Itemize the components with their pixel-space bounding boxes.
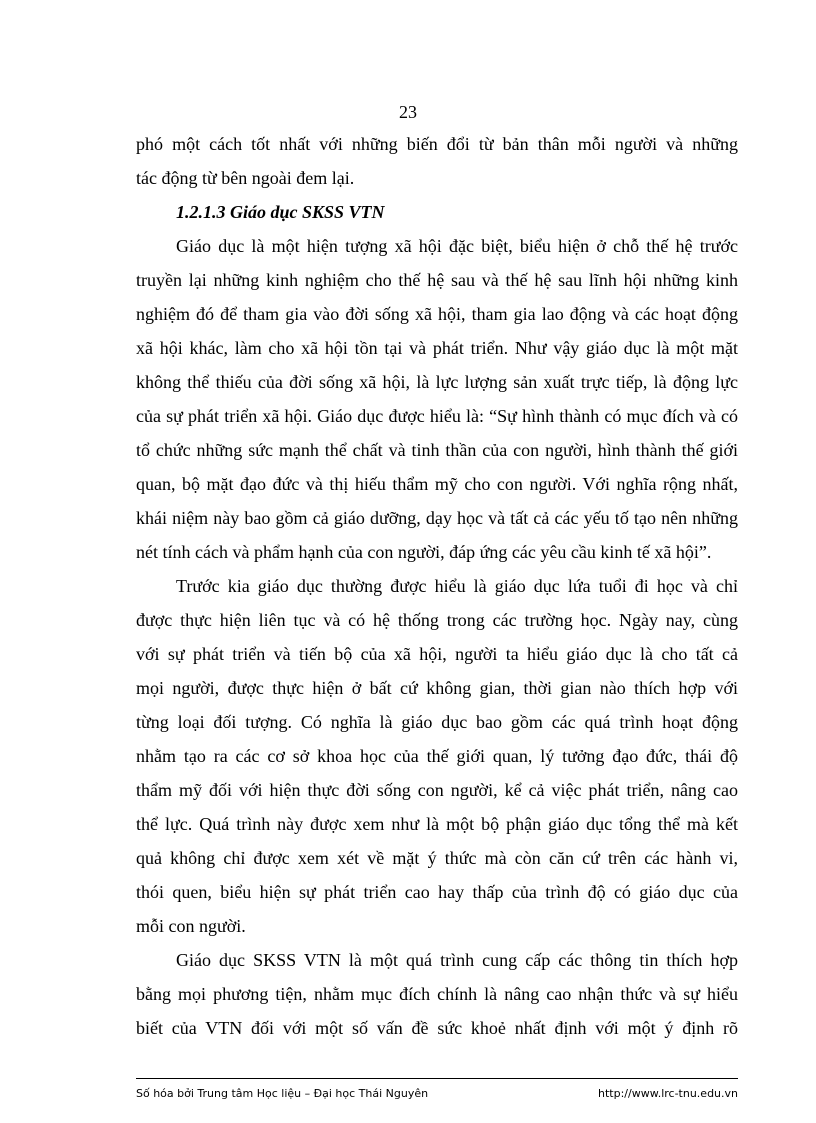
text-line: biết của VTN đối với một số vấn đề sức khoẻ nhất định với một ý định rõ — [136, 1018, 738, 1038]
text-line: Trước kia giáo dục thường được hiểu là giáo dục lứa tuổi đi học và chỉ — [176, 576, 738, 596]
text-line: quả không chỉ được xem xét về mặt ý thức mà còn căn cứ trên các hành vi, — [136, 848, 738, 868]
text-line: Giáo dục là một hiện tượng xã hội đặc biệt, biểu hiện ở chỗ thế hệ trước — [176, 236, 738, 256]
footer-url-link[interactable]: http://www.lrc-tnu.edu.vn — [598, 1087, 738, 1100]
page-footer — [136, 1085, 738, 1103]
text-line: phó một cách tốt nhất với những biến đổi từ bản thân mỗi người và những — [136, 134, 738, 154]
text-line: nghiệm đó để tham gia vào đời sống xã hội, tham gia lao động và các hoạt động — [136, 304, 738, 324]
text-line: thể lực. Quá trình này được xem như là một bộ phận giáo dục tổng thể mà kết — [136, 814, 738, 834]
text-line: truyền lại những kinh nghiệm cho thế hệ sau và thế hệ sau lĩnh hội những kinh — [136, 270, 738, 290]
text-line: mọi người, được thực hiện ở bất cứ không gian, thời gian nào thích hợp với — [136, 678, 738, 698]
text-line: khái niệm này bao gồm cả giáo dưỡng, dạy học và tất cả các yếu tố tạo nên những — [136, 508, 738, 528]
footer-divider — [136, 1078, 738, 1079]
text-line: Giáo dục SKSS VTN là một quá trình cung cấp các thông tin thích hợp — [176, 950, 738, 970]
text-line: tác động từ bên ngoài đem lại. — [136, 168, 355, 188]
text-line: nhằm tạo ra các cơ sở khoa học của thế giới quan, lý tưởng đạo đức, thái độ — [136, 746, 738, 766]
page-body — [136, 130, 738, 1048]
text-line: với sự phát triển và tiến bộ của xã hội, người ta hiểu giáo dục là cho tất cả — [136, 644, 738, 664]
text-line: quan, bộ mặt đạo đức và thị hiếu thẩm mỹ cho con người. Với nghĩa rộng nhất, — [136, 474, 738, 494]
text-line: bằng mọi phương tiện, nhằm mục đích chính là nâng cao nhận thức và sự hiểu — [136, 984, 738, 1004]
text-line: xã hội khác, làm cho xã hội tồn tại và phát triển. Như vậy giáo dục là một mặt — [136, 338, 738, 358]
footer-source-text: Số hóa bởi Trung tâm Học liệu – Đại học Thái Nguyên — [136, 1087, 429, 1100]
text-line: của sự phát triển xã hội. Giáo dục được hiểu là: “Sự hình thành có mục đích và có — [136, 406, 738, 426]
text-line: thẩm mỹ đối với hiện thực đời sống con người, kể cả việc phát triển, nâng cao — [136, 780, 738, 800]
text-line: từng loại đối tượng. Có nghĩa là giáo dục bao gồm các quá trình hoạt động — [136, 712, 738, 732]
section-heading: 1.2.1.3 Giáo dục SKSS VTN — [176, 202, 385, 222]
text-line: thói quen, biểu hiện sự phát triển cao hay thấp của trình độ có giáo dục của — [136, 882, 738, 902]
text-line: mỗi con người. — [136, 916, 246, 936]
text-line: tổ chức những sức mạnh thể chất và tinh thần của con người, hình thành thế giới — [136, 440, 738, 460]
text-line: nét tính cách và phẩm hạnh của con người, đáp ứng các yêu cầu kinh tế xã hội”. — [136, 542, 712, 562]
text-line: được thực hiện liên tục và có hệ thống trong các trường học. Ngày nay, cùng — [136, 610, 738, 630]
page-number: 23 — [399, 102, 417, 122]
text-line: không thể thiếu của đời sống xã hội, là lực lượng sản xuất trực tiếp, là động lực — [136, 372, 738, 392]
